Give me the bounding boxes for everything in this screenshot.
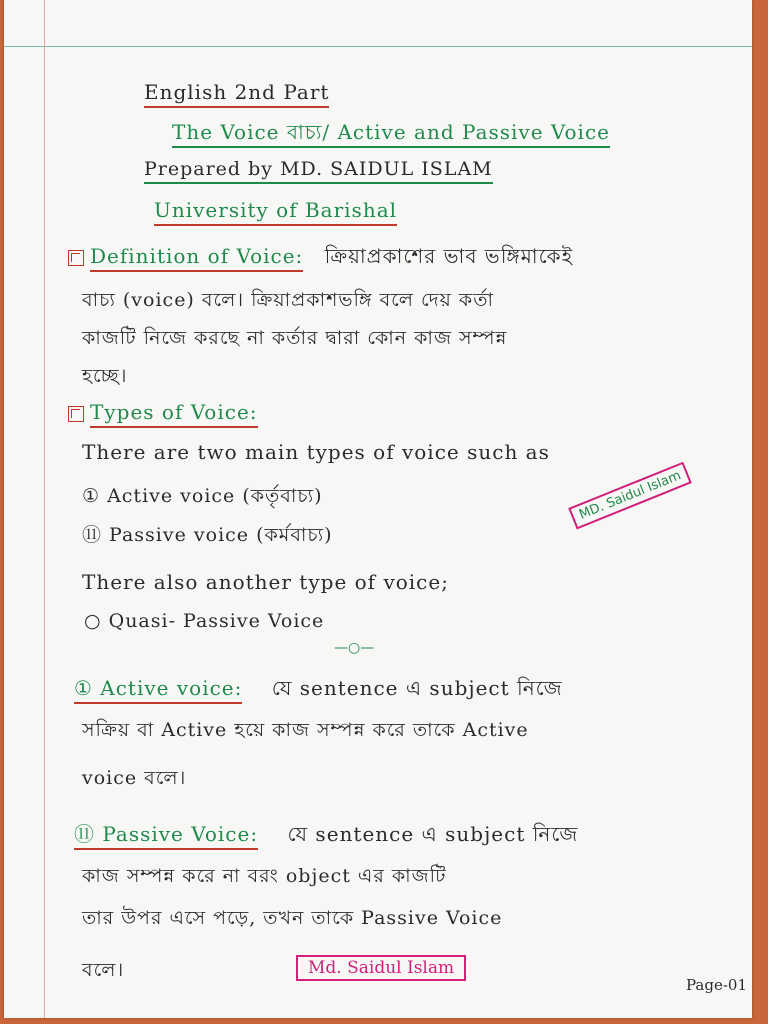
subject-line: English 2nd Part [144,80,329,104]
types-intro: There are two main types of voice such as [82,440,550,464]
active-text-1: সক্রিয় বা Active হয়ে কাজ সম্পন্ন করে তাকে Active [82,719,529,741]
definition-heading: Definition of Voice: [90,244,303,272]
definition-text-1: বাচ্য (voice) বলে। ক্রিয়াপ্রকাশভঙ্গি বলে দেয় কর্তা [82,289,494,311]
definition-heading-row [68,242,573,275]
types-heading-row [68,400,258,424]
active-text-2: voice বলে। [82,767,187,789]
definition-text-2: কাজটি নিজে করছে না কর্তার দ্বারা কোন কাজ সম্পন্ন [82,327,508,349]
types-item-passive: ⑪ Passive voice (কর্মবাচ্য) [82,524,333,546]
passive-heading-row [74,818,578,853]
definition-text-3: হচ্ছে। [82,365,128,387]
top-margin-rule [4,46,752,47]
box-bullet-icon [68,406,84,422]
notebook-page [4,0,752,1018]
passive-text-0: যে sentence এ subject নিজে [287,822,579,846]
page-number: Page-01 [686,976,747,994]
active-heading-row [74,674,563,707]
title-line: The Voice বাচ্য/ Active and Passive Voice [172,118,610,151]
university-line: University of Barishal [154,198,397,222]
bottom-stamp: Md. Saidul Islam [296,955,466,981]
types-another: There also another type of voice; [82,570,449,594]
passive-text-1: কাজ সম্পন্ন করে না বরং object এর কাজটি [82,865,447,887]
active-heading: ① Active voice: [74,676,242,704]
active-text-0: যে sentence এ subject নিজে [271,676,563,700]
side-stamp: MD. Saidul Islam [568,462,692,530]
passive-text-2: তার উপর এসে পড়ে, তখন তাকে Passive Voice [82,907,503,929]
definition-text-0: ক্রিয়াপ্রকাশের ভাব ভঙ্গিমাকেই [324,244,574,268]
types-quasi: ○ Quasi- Passive Voice [84,610,325,632]
prepared-by-line: Prepared by MD. SAIDUL ISLAM [144,158,493,180]
types-item-active: ① Active voice (কর্তৃবাচ্য) [82,485,323,507]
section-divider: —○— [334,640,375,656]
types-heading: Types of Voice: [90,400,258,428]
passive-heading: ⑪ Passive Voice: [74,822,258,850]
passive-text-3: বলে। [82,959,125,981]
box-bullet-icon [68,250,84,266]
left-margin-rule [44,0,45,1018]
